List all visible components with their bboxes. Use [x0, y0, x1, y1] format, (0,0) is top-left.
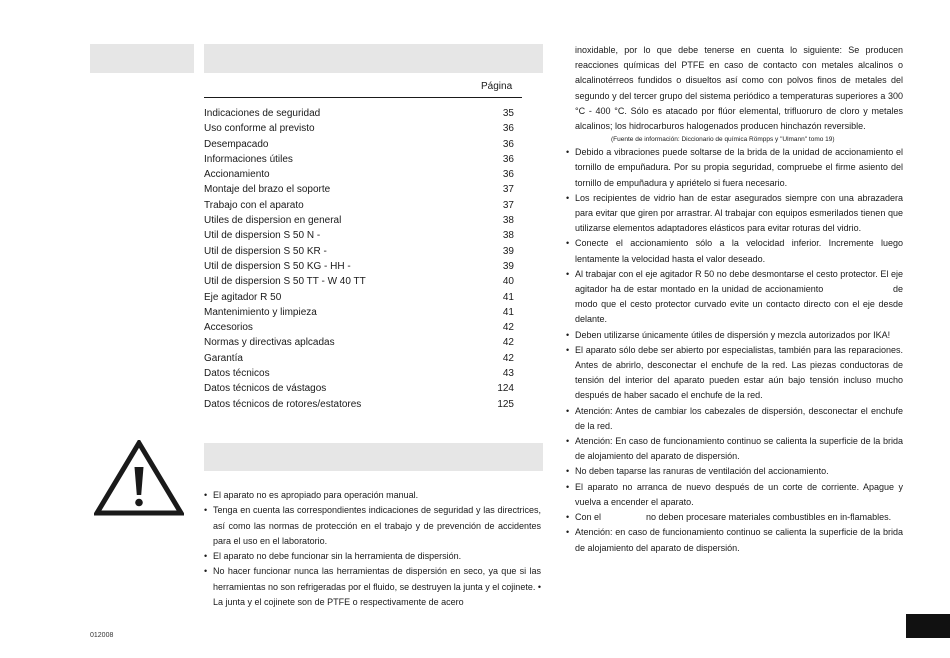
list-item: • Al trabajar con el eje agitador R 50 no debe desmontarse el cesto protector. El eje agitador ha de estar montado en la unidad de accionamiento de modo que el cesto protector curvado evite un contacto directo con el eje desde delante.	[566, 268, 906, 325]
bullet-icon: •	[204, 551, 208, 562]
list-item: • Tenga en cuenta las correspondientes indicaciones de seguridad y las directrices, así como las normas de protección en el trabajo y de prevención de accidentes para el uso en el laboratorio.	[204, 505, 541, 546]
toc-entry-page: 36	[502, 153, 514, 165]
toc-entry-title: Util de dispersion S 50 KR -	[204, 245, 327, 257]
toc-entry-page: 43	[502, 368, 514, 380]
bullet-icon: •	[566, 436, 570, 447]
toc-entry[interactable]	[204, 259, 514, 274]
bullet-icon: •	[566, 512, 570, 523]
toc-entry[interactable]	[204, 244, 514, 259]
toc-entry-title: Datos técnicos de rotores/estatores	[204, 398, 362, 410]
source-note: (Fuente de información: Diccionario de química Römpps y "Ulmann" tomo 19)	[611, 136, 835, 144]
toc-entry-title: Accesorios	[204, 322, 253, 334]
bullet-icon: •	[566, 481, 570, 492]
toc-entry-title: Util de dispersion S 50 N -	[204, 230, 321, 242]
toc-page-header: Página	[481, 81, 513, 92]
toc-entry[interactable]	[204, 213, 514, 228]
toc-entry[interactable]	[204, 137, 514, 152]
toc-entry[interactable]	[204, 305, 514, 320]
toc-entry-title: Eje agitador R 50	[204, 291, 282, 303]
list-item: • Debido a vibraciones puede soltarse de la brida de la unidad de accionamiento el tornillo de empuñadura. Por su propia seguridad, compruebe el firme asiento del tornillo de empuñadura y apriételo si fuera necesario.	[566, 147, 903, 188]
toc-entry-title: Informaciones útiles	[204, 153, 293, 165]
toc-entry[interactable]	[204, 198, 514, 213]
toc-entry-title: Util de dispersion S 50 TT - W 40 TT	[204, 276, 366, 288]
toc-entry-page: 42	[502, 322, 514, 334]
toc-entry-page: 41	[502, 306, 514, 318]
toc-entry-title: Indicaciones de seguridad	[204, 108, 321, 119]
toc-entry-title: Montaje del brazo el soporte	[204, 184, 331, 196]
toc-entry-page: 125	[497, 398, 514, 410]
toc-divider	[204, 97, 522, 98]
toc-entry-title: Mantenimiento y limpieza	[204, 306, 317, 318]
right-column	[566, 43, 906, 556]
table-of-contents	[204, 106, 514, 412]
bullet-icon: •	[566, 238, 570, 249]
bullet-icon: •	[566, 192, 570, 203]
document-code: 012008	[90, 632, 114, 639]
toc-entry-title: Utiles de dispersion en general	[204, 215, 342, 227]
toc-entry[interactable]	[204, 167, 514, 182]
warning-triangle-icon	[94, 440, 184, 516]
list-item: • No deben taparse las ranuras de ventilación del accionamiento.	[566, 464, 903, 479]
toc-entry-title: Uso conforme al previsto	[204, 123, 315, 135]
toc-entry[interactable]	[204, 228, 514, 243]
toc-entry-page: 36	[502, 123, 514, 135]
toc-entry[interactable]	[204, 152, 514, 167]
toc-heading-bar	[204, 44, 543, 73]
toc-entry-page: 36	[502, 169, 514, 181]
toc-entry-page: 39	[502, 260, 514, 272]
toc-entry-title: Garantía	[204, 352, 243, 364]
safety-list-right	[566, 145, 906, 555]
list-item: • Atención: Antes de cambiar los cabezales de dispersión, desconectar el enchufe de la red.	[566, 405, 903, 431]
toc-entry-page: 40	[502, 276, 514, 288]
bullet-icon: •	[204, 566, 208, 577]
toc-entry-page: 38	[502, 215, 514, 227]
toc-entry[interactable]	[204, 366, 514, 381]
bullet-icon: •	[566, 466, 570, 477]
toc-entry-title: Datos técnicos	[204, 368, 270, 380]
toc-entry[interactable]	[204, 335, 514, 350]
toc-entry[interactable]	[204, 290, 514, 305]
list-item: • El aparato sólo debe ser abierto por especialistas, también para las reparaciones. Antes de abrirlo, desconectar el enchufe de la red. Las piezas conductoras de tensión del interior del aparato pueden estar aún bajo tensión incluso mucho después de haber sacado el enchufe de la red.	[566, 344, 903, 401]
toc-entry[interactable]	[204, 106, 514, 121]
safety-list-left	[204, 488, 541, 610]
toc-entry-page: 42	[502, 337, 514, 349]
bullet-icon: •	[566, 147, 570, 158]
toc-entry-page: 38	[502, 230, 514, 242]
toc-entry-title: Util de dispersion S 50 KG - HH -	[204, 260, 351, 272]
bullet-icon: •	[566, 344, 570, 355]
list-item: • No hacer funcionar nunca las herramientas de dispersión en seco, ya que si las herramientas no son refrigeradas por el fluido, se destruyen la junta y el cojinete. • La junta y el cojinete son de PTFE o respectivamente de acero	[204, 566, 541, 608]
toc-entry-page: 35	[502, 108, 514, 119]
toc-entry-page: 42	[502, 352, 514, 364]
list-item: • Con el no deben procesare materiales combustibles en in-flamables.	[566, 510, 903, 525]
toc-entry[interactable]	[204, 121, 514, 136]
toc-entry[interactable]	[204, 381, 514, 396]
toc-entry-page: 124	[497, 383, 514, 395]
bullet-icon: •	[204, 505, 208, 516]
list-item: • Deben utilizarse únicamente útiles de dispersión y mezcla autorizados por IKA!	[566, 328, 903, 343]
toc-entry-page: 39	[502, 245, 514, 257]
toc-entry-title: Normas y directivas aplcadas	[204, 337, 335, 349]
list-item: • El aparato no es apropiado para operación manual.	[204, 488, 541, 503]
toc-entry-page: 37	[502, 184, 514, 196]
section-tab-left	[90, 44, 194, 73]
bullet-icon: •	[566, 329, 570, 340]
toc-entry-title: Desempacado	[204, 138, 269, 150]
bullet-icon: •	[566, 405, 570, 416]
safety-heading-bar	[204, 443, 543, 471]
list-item: • Conecte el accionamiento sólo a la velocidad inferior. Incremente luego lentamente la velocidad hasta el valor deseado.	[566, 238, 903, 264]
list-item: • Atención: en caso de funcionamiento continuo se calienta la superficie de la brida de alojamiento del aparato de dispersión.	[566, 527, 903, 553]
continued-paragraph: inoxidable, por lo que debe tenerse en cuenta lo siguiente: Se producen reacciones químicas del PTFE en caso de contacto con metales alcalinos o alcalinotérreos fundidos o disueltos así como con polvos finos de metales del segundo y del tercer grupo del sistema periódico a temperaturas superiores a 300 °C - 400 °C. Sólo es atacado por flúor elemental, trifluoruro de cloro y metales alcalinos; los hidrocarburos halogenados producen hinchazón reversible.	[575, 45, 903, 132]
toc-entry[interactable]	[204, 274, 514, 289]
toc-entry[interactable]	[204, 351, 514, 366]
bullet-icon: •	[566, 268, 570, 279]
bullet-icon: •	[204, 490, 208, 500]
toc-entry-title: Trabajo con el aparato	[204, 199, 304, 211]
list-item: • El aparato no arranca de nuevo después de un corte de corriente. Apague y vuelva a encender el aparato.	[566, 481, 903, 507]
toc-entry[interactable]	[204, 320, 514, 335]
toc-entry-title: Accionamiento	[204, 169, 270, 181]
toc-entry-page: 36	[502, 138, 514, 150]
toc-entry[interactable]	[204, 182, 514, 197]
list-item: • Los recipientes de vidrio han de estar asegurados siempre con una abrazadera para evitar que giren por arrastrar. Al trabajar con equipos esmerilados tienen que utilizarse elementos adaptadores elásticos para evitar roturas del vidrio.	[566, 192, 903, 234]
toc-entry-page: 37	[502, 199, 514, 211]
list-item: • Atención: En caso de funcionamiento continuo se calienta la superficie de la brida de alojamiento del aparato de dispersión.	[566, 436, 903, 462]
language-tab	[906, 614, 950, 638]
toc-entry[interactable]	[204, 397, 514, 412]
toc-entry-page: 41	[502, 291, 514, 303]
toc-entry-title: Datos técnicos de vástagos	[204, 383, 327, 395]
bullet-icon: •	[566, 527, 570, 538]
list-item: • El aparato no debe funcionar sin la herramienta de dispersión.	[204, 549, 541, 564]
